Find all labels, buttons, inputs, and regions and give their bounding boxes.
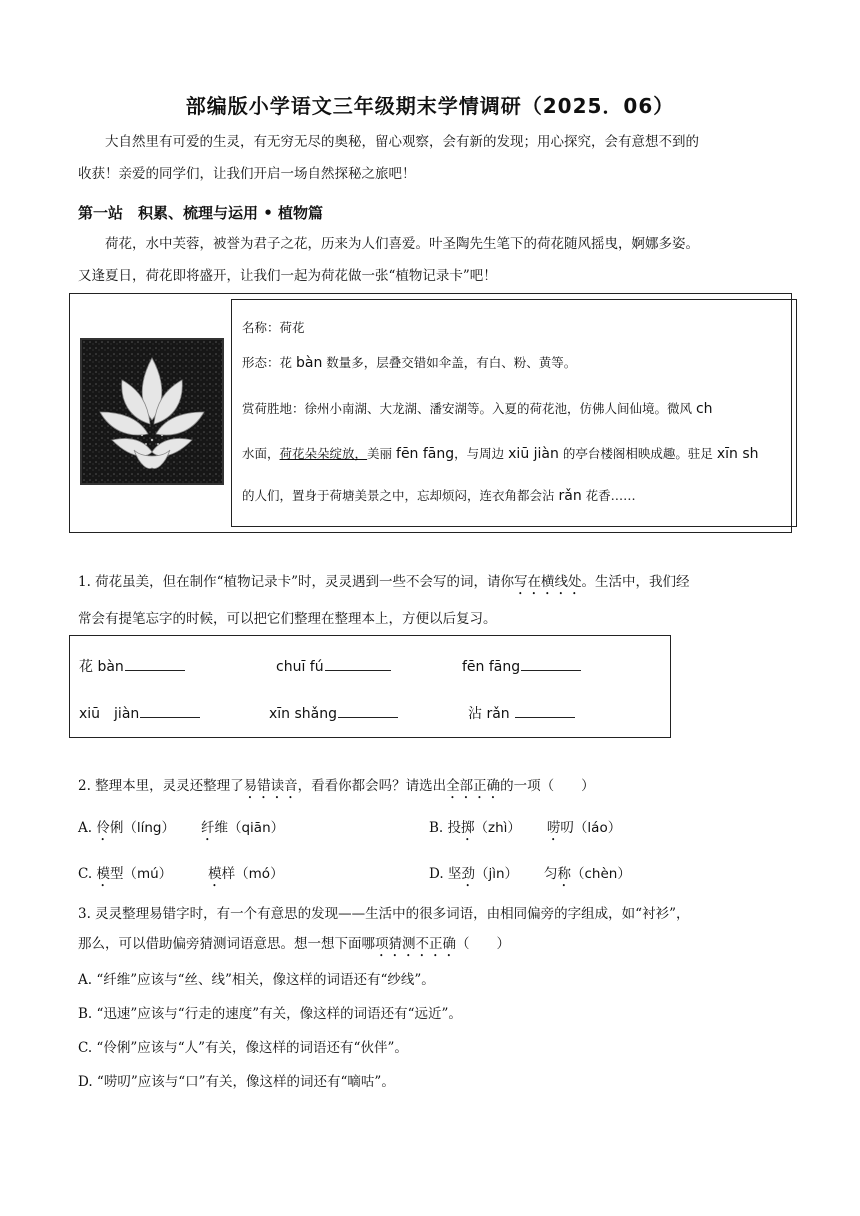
section-heading: 第一站 积累、梳理与运用 • 植物篇 <box>78 204 324 222</box>
q1-item-4: xiū jiàn <box>79 703 200 723</box>
q1-item-1: 花 bàn <box>79 656 185 676</box>
answer-blank[interactable] <box>515 703 575 718</box>
answer-blank[interactable] <box>521 656 581 671</box>
q2-option-b[interactable]: B. 投掷（zhì） 唠叨（láo） <box>429 820 622 836</box>
section-para-line-1: 荷花，水中芙蓉，被誉为君子之花，历来为人们喜爱。叶圣陶先生笔下的荷花随风摇曳，婀娜多姿。 <box>105 236 699 252</box>
q3-line-2: 那么，可以借助偏旁猜测词语意思。想一想下面哪项猜测不正确（ ） <box>78 936 510 952</box>
q3-line-1: 3. 灵灵整理易错字时，有一个有意思的发现——生活中的很多词语，由相同偏旁的字组成，如“衬衫”， <box>78 906 690 922</box>
q2-option-a[interactable]: A. 伶俐（líng） 纤维（qiān） <box>78 820 285 836</box>
q3-option-d[interactable]: D. “唠叨”应该与“口”有关，像这样的词还有“嘀咕”。 <box>78 1074 395 1090</box>
q2-stem: 2. 整理本里，灵灵还整理了易错读音，看看你都会吗？请选出全部正确的一项（ ） <box>78 778 595 794</box>
q1-line-2: 常会有提笔忘字的时候，可以把它们整理在整理本上，方便以后复习。 <box>78 611 497 627</box>
q3-option-a[interactable]: A. “纤维”应该与“丝、线”相关，像这样的词语还有“纱线”。 <box>78 972 435 988</box>
lotus-photo <box>80 338 224 485</box>
q3-option-b[interactable]: B. “迅速”应该与“行走的速度”有关，像这样的词语还有“远近”。 <box>78 1006 462 1022</box>
card-name: 名称：荷花 <box>242 320 305 335</box>
card-info-box <box>231 299 797 527</box>
answer-blank[interactable] <box>338 703 398 718</box>
q1-item-5: xīn shǎng <box>269 703 398 722</box>
page-title: 部编版小学语文三年级期末学情调研（2025．06） <box>185 94 675 118</box>
card-line-5: 的人们，置身于荷塘美景之中，忘却烦闷，连衣角都会沾 rǎn 花香…… <box>242 488 636 504</box>
lotus-flower-image <box>82 340 222 483</box>
section-para-line-2: 又逢夏日，荷花即将盛开，让我们一起为荷花做一张“植物记录卡”吧！ <box>78 268 497 284</box>
q2-option-c[interactable]: C. 模型（mú） 模样（mó） <box>78 866 284 882</box>
card-line-4: 水面，荷花朵朵绽放，美丽 fēn fāng，与周边 xiū jiàn 的亭台楼阁相映成趣。驻足 xīn sh <box>242 446 759 462</box>
answer-blank[interactable] <box>125 656 185 671</box>
intro-line-1: 大自然里有可爱的生灵，有无穷无尽的奥秘，留心观察，会有新的发现；用心探究，会有意想不到的 <box>105 134 699 150</box>
answer-blank[interactable] <box>140 703 200 718</box>
card-spots: 赏荷胜地：徐州小南湖、大龙湖、潘安湖等。入夏的荷花池，仿佛人间仙境。微风 ch <box>242 401 713 417</box>
answer-blank[interactable] <box>325 656 391 671</box>
intro-line-2: 收获！亲爱的同学们，让我们开启一场自然探秘之旅吧！ <box>78 166 416 182</box>
q1-line-1: 1. 荷花虽美，但在制作“植物记录卡”时，灵灵遇到一些不会写的词，请你写在横线处。生活中，我们经 <box>78 574 690 590</box>
q1-answer-box <box>69 635 671 738</box>
q1-item-6: 沾 rǎn <box>468 703 575 723</box>
q2-option-d[interactable]: D. 坚劲（jìn） 匀称（chèn） <box>429 866 631 882</box>
q3-option-c[interactable]: C. “伶俐”应该与“人”有关，像这样的词语还有“伙伴”。 <box>78 1040 408 1056</box>
q1-item-3: fēn fāng <box>462 656 581 675</box>
card-shape: 形态：花 bàn 数量多，层叠交错如伞盖，有白、粉、黄等。 <box>242 355 577 371</box>
q1-item-2: chuī fú <box>276 656 391 675</box>
